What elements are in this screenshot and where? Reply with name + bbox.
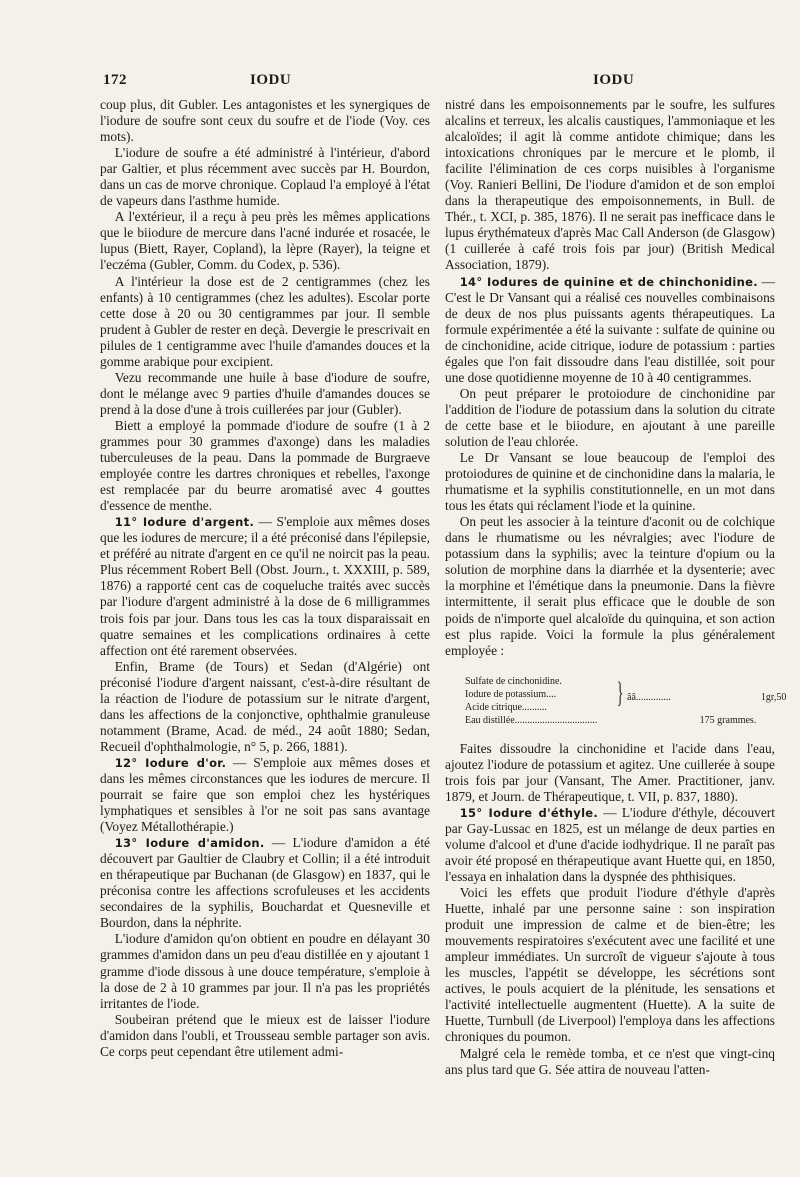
formula-brace: } [616,675,624,709]
paragraph-text: Enfin, Brame (de Tours) et Sedan (d'Algérie) ont préconisé l'iodure d'argent naissant, c'est-à-dire résultant de la réaction de l'iodure de potassium sur le nitrate d'argent, dans les affections de la conjonctive, ophthalmie granuleuse notamment (Brame, Acad. de méd., 24 août 1880; Sedan, Recueil d'ophthalmologie, n° 5, p. 266, 1881). [100,658,430,754]
formula-line: Acide citrique.......... [465,701,547,713]
paragraph-text: — C'est le Dr Vansant qui a réalisé ces nouvelles combinaisons de deux de nos plus puissants agents thérapeutiques. La formule expérimentée a été la suivante : sulfate de quinine ou de cinchonidine, acide citrique, iodure de potassium : parties égales que l'on fait dissoudre dans l'eau distillée, soit pour une dose quotidienne moyenne de 10 à 40 centigrammes. [445,273,775,385]
section-paragraph [100,755,430,835]
paragraph [445,97,775,274]
paragraph-text: nistré dans les empoisonnements par le soufre, les sulfures alcalins et terreux, les alcalis caustiques, l'ammoniaque et les alcaloïdes; il agit là comme antidote chimique; dans les intoxications chroniques par le mercure et le plomb, il facilite l'élimination de ces corps nuisibles à l'organisme (Voy. Ranieri Bellini, De l'iodure d'amidon et de son emploi dans la therapeutique des empoisonnements, in Bull. de Thér., t. XCI, p. 385, 1876). Il ne serait pas inefficace dans le lupus érythémateux d'après Mac Call Anderson (de Glasgow) (1 cuillerée à café trois fois par jour) (British Medical Association, 1879). [445,97,775,273]
page-number: 172 [103,72,127,88]
paragraph-text: On peut préparer le protoiodure de cinchonidine par l'addition de l'iodure de potassium dans la solution du citrate de cette base et le biiodure, en ajoutant à une pareille solution de l'eau chlorée. [445,385,775,449]
section-paragraph [100,835,430,931]
right-column-bottom [445,741,775,1078]
paragraph-text: L'iodure de soufre a été administré à l'intérieur, d'abord par Galtier, et plus récemment avec succès par H. Bourdon, dans un cas de morve chronique. Coplaud l'a employé à l'état de vapeurs dans l'asthme humide. [100,145,430,209]
paragraph [100,209,430,273]
paragraph-text: Voici les effets que produit l'iodure d'éthyle d'après Huette, inhalé par une personne saine : son inspiration produit une impression de calme et de bien-être; les mouvements respiratoires s'exécutent avec une facilité et une ampleur immédiates. Un surcroît de vigueur s'ajoute à tous les muscles, l'appétit se développe, les sécrétions sont actives, le pouls acquiert de la plénitude, les sensations et l'activité intellectuelle augmentent (Huette). A la suite de Huette, Turnbull (de Liverpool) l'employa dans les affections chroniques du poumon. [445,885,775,1045]
formula-ingredients [465,675,613,714]
paragraph [100,931,430,1011]
paragraph [100,659,430,755]
paragraph-text: Soubeiran prétend que le mieux est de laisser l'iodure d'amidon dans l'oubli, et Trousseau semble partager son avis. Ce corps peut cependant être utilement admi- [100,1011,430,1059]
section-heading: 14° Iodures de quinine et de chinchonidine. [459,274,758,289]
paragraph-text: — S'emploie aux mêmes doses que les iodures de mercure; il a été préconisé dans l'épilepsie, et préféré au nitrate d'argent en ce qu'il ne noircit pas la peau. Plus récemment Robert Bell (Obst. Journ., t. XXXIII, p. 589, 1876) a rapporté cent cas de coqueluche traités avec succès par l'iodure d'argent administré à la dose de 6 milligrammes trois fois par jour. Dans tous les cas la toux disparaissait en quatre semaines et les complications ordinaires à cette affection ont été rarement observées. [100,514,430,658]
paragraph-text: Biett a employé la pommade d'iodure de soufre (1 à 2 grammes pour 30 grammes d'axonge) dans les maladies tuberculeuses de la peau. Dans la pommade de Burgraeve employée contre les dartres chroniques et rebelles, l'axonge est remplacée par du beurre aromatisé avec 4 gouttes d'essence de menthe. [100,417,430,514]
paragraph [100,418,430,514]
paragraph [445,885,775,1045]
paragraph-text: — S'emploie aux mêmes doses et dans les mêmes circonstances que les iodures de mercure. Il pourrait se faire que son emploi chez les hystériques lymphatiques et sensibles à l'or ne soit pas sans avantage (Voyez Métallothérapie.) [100,754,431,835]
formula-line: Sulfate de cinchonidine. [465,675,562,687]
paragraph-text: L'iodure d'amidon qu'on obtient en poudre en délayant 30 grammes d'amidon dans un peu d'eau distillée en y ajoutant 1 gramme d'iode dissous à une douce température, s'emploie à la dose de 2 à 10 grammes par jour. Il n'a pas les propriétés irritantes de l'iode. [100,931,430,1011]
running-head-right: IODU [593,72,635,88]
formula-dose: 1gr,50 [760,691,787,703]
formula-water-dose: 175 grammes. [699,714,757,726]
paragraph [100,97,430,145]
section-heading: 12° Iodure d'or. [114,755,227,770]
paragraph [100,1012,430,1060]
paragraph-text: A l'intérieur la dose est de 2 centigrammes (chez les enfants) à 10 centigrammes (chez les adultes). Escolar porte cette dose à 20 ou 30 centigrammes par jour. Il semble prudent à Gubler de rester en deçà. Devergie le prescrivait en pilules de 1 centigramme avec l'huile d'amandes douces et la gomme arabique pour excipient. [100,273,430,369]
paragraph [100,274,430,370]
section-paragraph [100,514,430,658]
paragraph-text: Le Dr Vansant se loue beaucoup de l'emploi des protoiodures de quinine et de cinchonidine dans la malaria, le rhumatisme et la syphilis constitutionnelle, en un mot dans tous les états qui réclament l'iode et la quinine. [445,450,775,514]
right-column-top [445,97,775,659]
formula-quantity [627,675,786,714]
paragraph-text: Faites dissoudre la cinchonidine et l'acide dans l'eau, ajoutez l'iodure de potassium et agitez. Une cuillerée à soupe trois fois par jour (Vansant, The Amer. Practitioner, janv. 1879, et Journ. de Thérapeutique, t. VII, p. 837, 1880). [445,740,775,804]
paragraph [445,741,775,805]
left-column [100,97,430,1060]
formula-aa: ââ.............. [627,691,671,703]
formula-block [465,675,787,727]
paragraph [100,145,430,209]
formula-water: Eau distillée................................. [465,714,598,726]
paragraph-text: — L'iodure d'amidon a été découvert par Gaultier de Claubry et Collin; il a été introduit en thérapeutique par Buchanan (de Glasgow) en 1837, qui le préconisa contre les affections scrofuleuses et les accidents secondaires de la syphilis, Bouchardat et Quesneville et Bourdon, dans la néphrite. [100,835,430,931]
section-paragraph [445,805,775,885]
paragraph-text: Malgré cela le remède tomba, et ce n'est que vingt-cinq ans plus tard que G. Sée attira de nouveau l'atten- [445,1045,775,1077]
paragraph-text: coup plus, dit Gubler. Les antagonistes et les synergiques de l'iodure de soufre sont ceux du soufre et de l'iode (Voy. ces mots). [100,97,430,145]
paragraph-text: Vezu recommande une huile à base d'iodure de soufre, dont le mélange avec 9 parties d'huile d'amandes douces se prend à la dose d'une à trois cuillerées par jour (Gubler). [100,369,430,417]
running-head-left: IODU [250,72,292,88]
paragraph-text: — L'iodure d'éthyle, découvert par Gay-Lussac en 1825, est un mélange de deux parties en volume d'alcool et d'une d'acide iodhydrique. Il ne paraît pas avoir été proposé en thérapeutique avant Huette qui, en 1850, l'essaya en inhalation dans la dyspnée des phthisiques. [445,804,775,885]
formula-water-line [465,714,786,727]
paragraph [445,450,775,514]
paragraph [445,514,775,658]
section-paragraph [445,274,775,386]
paragraph [100,370,430,418]
right-column [445,97,787,1078]
paragraph-text: On peut les associer à la teinture d'aconit ou de colchique dans le rhumatisme ou les névralgies; avec l'iodure de potassium dans la syphilis; avec la teinture d'opium ou la solution de morphine dans la diarrhée et la dysenterie; avec la morphine et l'émétique dans la pneumonie. Dans la fièvre intermittente, il serait plus efficace que le double de son poids de n'importe quel alcaloïde du quinquina, et son action est plus rapide. Voici la formule la plus généralement employée : [445,514,775,658]
section-heading: 15° Iodure d'éthyle. [459,805,599,820]
section-heading: 11° Iodure d'argent. [114,515,255,530]
paragraph-text: A l'extérieur, il a reçu à peu près les mêmes applications que le biiodure de mercure dans l'acné indurée et rosacée, le lupus (Biett, Rayer, Copland), la lèpre (Rayer), la teigne et l'eczéma (Gubler, Comm. du Codex, p. 536). [100,209,430,273]
section-heading: 13° Iodure d'amidon. [114,836,265,851]
formula-line: Iodure de potassium.... [465,688,557,700]
paragraph [445,1046,775,1078]
paragraph [445,386,775,450]
